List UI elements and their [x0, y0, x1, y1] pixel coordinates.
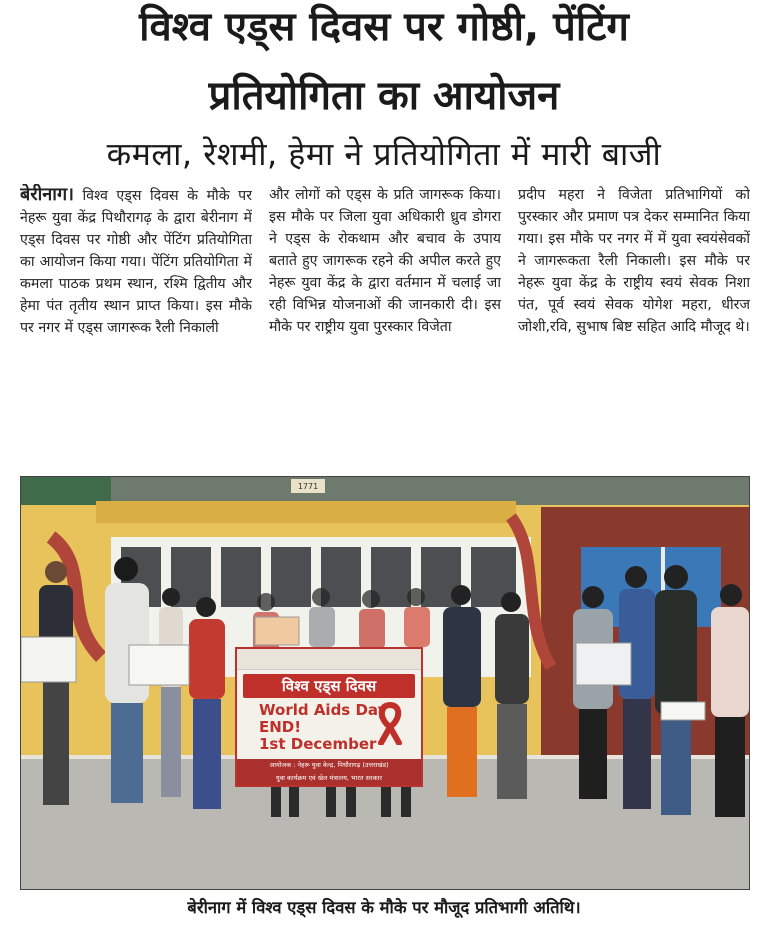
- subheadline: कमला, रेशमी, हेमा ने प्रतियोगिता में मारी बाजी: [106, 135, 662, 173]
- article-text-col-1: विश्व एड्स दिवस के मौके पर नेहरू युवा केंद्र पिथौरागढ़ के द्वारा बेरीनाग में एड्स दिवस पर गोष्ठी और पेंटिंग प्रतियोगिता का आयोजन किया गया। पेंटिंग प्रतियोगिता में कमला पाठक प्रथम स्थान, रश्मि द्वितीय और हेमा पंत तृतीय स्थान प्राप्त किया। इस मौके पर नगर में एड्स जागरूक रैली निकाली: [20, 188, 252, 336]
- person: [655, 565, 697, 815]
- person: [573, 586, 613, 799]
- banner-organizer-line-1: आयोजक : नेहरू युवा केन्द्र, पिथौरागढ़ (उत्तराखंड): [269, 761, 389, 769]
- certificate: [21, 637, 76, 682]
- banner-english-line-3: 1st December: [259, 735, 377, 753]
- person: [619, 566, 655, 809]
- photo-caption: बेरीनाग में विश्व एड्स दिवस के मौके पर मौजूद प्रतिभागी अतिथि।: [187, 898, 581, 917]
- painting: [255, 617, 299, 645]
- world-aids-day-banner: [235, 647, 423, 787]
- banner-logo-strip: [237, 649, 421, 670]
- person: [39, 561, 73, 805]
- article-column-2: [269, 184, 501, 470]
- red-ribbon-icon: [375, 701, 405, 745]
- banner-organizer-line-2: युवा कार्यक्रम एवं खेल मंत्रालय, भारत सरकार: [275, 774, 383, 782]
- article-text-col-2: और लोगों को एड्स के प्रति जागरूक किया। इस मौके पर जिला युवा अधिकारी ध्रुव डोगरा ने एड्स के रोकथाम और बचाव के उपाय बताते हुए जागरूक रहने की अपील करते हुए नेहरू युवा केंद्र के द्वारा वर्तमान में चलाई जा रही विभिन्न योजनाओं की जानकारी दी। इस मौके पर राष्ट्रीय युवा पुरस्कार विजेता: [269, 187, 501, 335]
- banner-english-line-2: END!: [259, 718, 302, 736]
- person: [443, 585, 481, 797]
- painting: [576, 643, 631, 685]
- article-text-col-3: प्रदीप महरा ने विजेता प्रतिभागियों को पुरस्कार और प्रमाण पत्र देकर सम्मानित किया गया। इस मौके पर नगर में में युवा स्वयंसेवकों ने जागरूकता रैली निकाली। इस मौके पर नेहरू युवा केंद्र के राष्ट्रीय स्वयं सेवक निशा पंत, पूर्व स्वयं सेवक योगेश महरा, धीरज जोशी,रवि, सुभाष बिष्ट सहित आदि मौजूद थे।: [518, 187, 750, 335]
- certificate: [661, 702, 705, 720]
- person: [189, 597, 225, 809]
- person: [495, 592, 529, 799]
- certificate: [129, 645, 189, 685]
- article-column-1: [20, 184, 252, 470]
- news-photo: [20, 476, 750, 890]
- banner-english-line-1: World Aids Day: [259, 701, 388, 719]
- building-number: 1771: [297, 482, 319, 491]
- person: [159, 588, 183, 797]
- headline-line-2: प्रतियोगिता का आयोजन: [208, 73, 560, 119]
- banner-hindi-title: विश्व एड्स दिवस: [243, 674, 415, 698]
- article-body: [20, 184, 750, 470]
- dateline: बेरीनाग।: [20, 184, 74, 205]
- banner-organizer: [237, 759, 421, 785]
- article-column-3: [518, 184, 750, 470]
- person: [711, 584, 749, 817]
- headline-line-1: विश्व एड्स दिवस पर गोष्ठी, पेंटिंग: [139, 4, 629, 50]
